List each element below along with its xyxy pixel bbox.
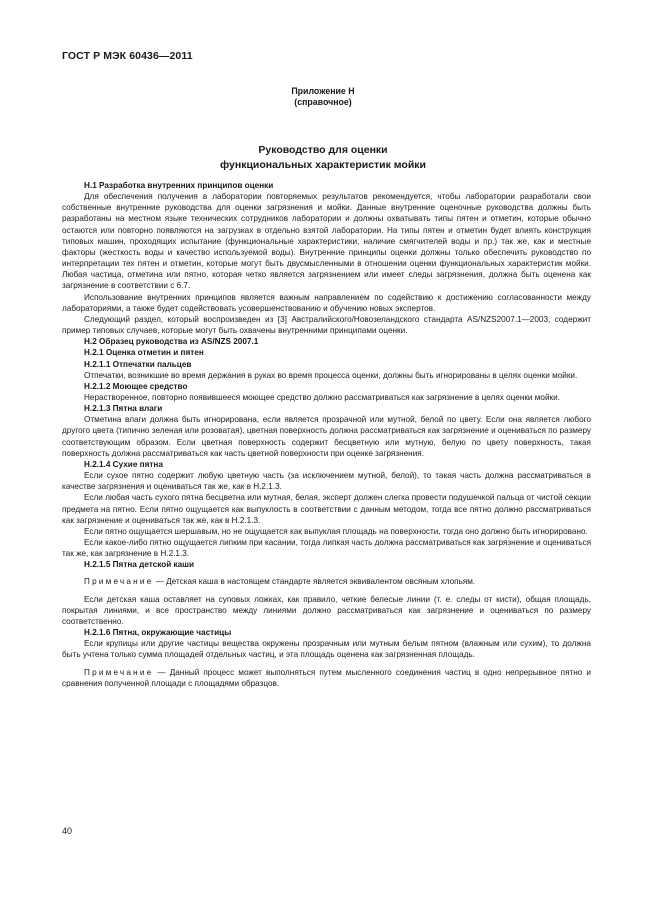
page-number: 40 <box>62 826 73 836</box>
document-title <box>0 143 646 173</box>
note-h215 <box>62 576 591 587</box>
section-heading-h1: Н.1 Разработка внутренних принципов оценки <box>84 181 274 190</box>
paragraph-h211: Отпечатки, возникшие во время держания в руках во время процесса оценки, должны быть игнорированы в целях оценки мойки. <box>84 370 578 380</box>
section-heading-h2: Н.2 Образец руководства из AS/NZS 2007.1 <box>84 337 259 347</box>
paragraph-h1-1: Для обеспечения получения в лаборатории повторяемых результатов рекомендуется, чтобы лаборатории разработали свои собственные внутренние руководства для оценки загрязнения и мойки. Данные внутренние оценочные руководства должны быть разработаны на местном языке технических сотрудников лаборатории и должны охватывать типы пятен и отметин, которые обычно остаются или повторно появляются на загрузках в отдельно взятой лаборатории. На типы пятен и отметин будет влиять конструкция типовых машин, проходящих испытание (функциональные характеристики, наличие смягчителей воды и пр.) так же, как и местные факторы (жесткость воды и качество используемой воды). Внутренние принципы оценки должны только обеспечить руководство по интерпретации тех пятен и отметин, которые могут быть двусмысленными в отношении оценки функциональных характеристик мойки. Любая частица, отметина или пятно, которая четко является загрязнением или имеет следы загрязнения, должна быть оценена как загрязнение в соответствии с 6.7. <box>62 192 591 291</box>
paragraph-h213: Отметина влаги должна быть игнорирована, если является прозрачной или мутной, белой по цвету. Если она является любого другого цвета (типично зеленая или розоватая), цветная поверхность должна рассматриваться как загрязнение и оцениваться по размеру соответствующим образом. Если цветная поверхность содержит бесцветную или мутную, белую по цвету поверхность, такая поверхность должна рассматриваться как часть цветной поверхности при оценке загрязнения. <box>62 415 591 458</box>
note-label: Примечание <box>84 667 154 677</box>
paragraph-h1-3: Следующий раздел, который воспроизведен из [3] Австралийского/Новозеландского стандарта AS/NZS2007.1—2003, содержит пример типовых случаев, которые могут быть охвачены внутренними принципами оценки. <box>62 314 591 336</box>
section-heading-h212: Н.2.1.2 Моющее средство <box>84 381 188 391</box>
paragraph-h214-2: Если любая часть сухого пятна бесцветна или мутная, белая, эксперт должен слегка провести подушечкой пальца от чистой секции предмета на пятно. Если пятно ощущается как выпуклость в соответствии с данным методом, тогда все пятно должно рассматриваться как загрязнение и оцениваться так же, как в Н.2.1.3. <box>62 493 591 525</box>
section-heading-h213: Н.2.1.3 Пятна влаги <box>84 404 163 414</box>
paragraph-h214-1: Если сухое пятно содержит любую цветную часть (за исключением мутной, белой), то такая часть должна рассматриваться в качестве загрязнения и оцениваться так же, как в Н.2.1.3. <box>62 471 591 492</box>
paragraph-h1-2: Использование внутренних принципов является важным направлением по содействию к достижению согласованности между лабораториями, а также будет содействовать усовершенствованию и обучению новых экспертов. <box>62 292 591 313</box>
section-heading-h215: Н.2.1.5 Пятна детской каши <box>84 560 195 570</box>
paragraph-h212: Нерастворенное, повторно появившееся моющее средство должно рассматриваться как загрязнение в целях оценки мойки. <box>84 392 560 402</box>
paragraph-h214-3: Если пятно ощущается шершавым, но не ощущается как выпуклая площадь на поверхности, тогда оно должно быть игнорировано. <box>84 526 588 536</box>
section-heading-h216: Н.2.1.6 Пятна, окружающие частицы <box>84 628 232 638</box>
note-text: — Данный процесс может выполняться путем мысленного соединения частиц в одно непрерывное пятно и сравнения полученной площади с площадями образцов. <box>62 667 591 688</box>
document-title-line-1: Руководство для оценки <box>258 144 388 156</box>
standard-header: ГОСТ Р МЭК 60436—2011 <box>62 50 193 62</box>
document-title-line-2: функциональных характеристик мойки <box>219 159 427 171</box>
document-body <box>62 180 591 695</box>
paragraph-h216: Если крупицы или другие частицы вещества окружены прозрачным или мутным белым пятном (влажным или сухим), то должна быть учтена только сумма площадей отдельных частиц, и эта площадь оценена как загрязненная площадь. <box>62 639 591 660</box>
section-heading-h211: Н.2.1.1 Отпечатки пальцев <box>84 359 192 369</box>
section-heading-h214: Н.2.1.4 Сухие пятна <box>84 459 163 469</box>
note-label: Примечание <box>84 577 154 587</box>
paragraph-h214-4: Если какое-либо пятно ощущается липким при касании, тогда липкая часть должна рассматриваться как загрязнение и оцениваться так же, как загрязнение в Н.2.1.3. <box>62 538 591 559</box>
section-heading-h21: Н.2.1 Оценка отметин и пятен <box>84 348 204 358</box>
appendix-heading <box>0 86 646 108</box>
paragraph-h215: Если детская каша оставляет на суповых ложках, как правило, четкие белесые линии (т. е. следы от кисти), общая площадь, покрытая линиями, и все пространство между линиями должно рассматриваться как загрязнение и оцениваться по размеру соответственно. <box>62 594 591 626</box>
appendix-subtitle: (справочное) <box>294 97 352 107</box>
note-h216 <box>62 667 591 689</box>
note-text: — Детская каша в настоящем стандарте является эквивалентом овсяным хлопьям. <box>153 577 476 587</box>
appendix-title: Приложение Н <box>291 86 355 96</box>
